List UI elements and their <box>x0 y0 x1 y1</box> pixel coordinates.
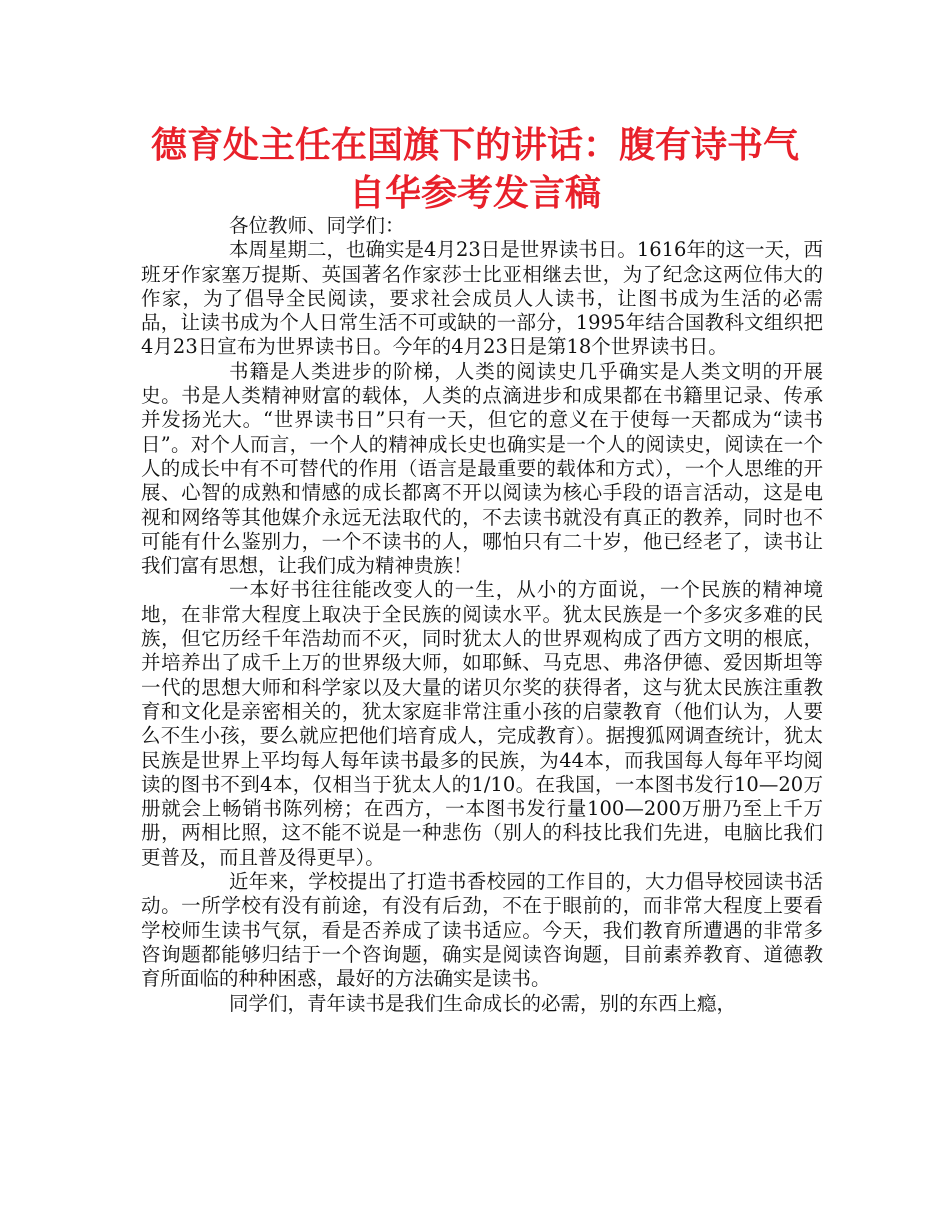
paragraph-4: 近年来，学校提出了打造书香校园的工作目的，大力倡导校园读书活动。一所学校有没有前途，有没有后劲，不在于眼前的，而非常大程度上要看学校师生读书气氛，看是否养成了读书适应。今天，我们教育所遭遇的非常多咨询题都能够归结于一个咨询题，确实是阅读咨询题，目前素养教育、道德教育所面临的种种困惑，最好的方法确实是读书。 <box>141 870 823 991</box>
paragraph-2: 书籍是人类进步的阶梯，人类的阅读史几乎确实是人类文明的开展史。书是人类精神财富的载体，人类的点滴进步和成果都在书籍里记录、传承并发扬光大。“世界读书日”只有一天，但它的意义在于使每一天都成为“读书日”。对个人而言，一个人的精神成长史也确实是一个人的阅读史，阅读在一个人的成长中有不可替代的作用（语言是最重要的载体和方式），一个人思维的开展、心智的成熟和情感的成长都离不开以阅读为核心手段的语言活动，这是电视和网络等其他媒介永远无法取代的，不去读书就没有真正的教养，同时也不可能有什么鉴别力，一个不读书的人，哪怕只有二十岁，他已经老了，读书让我们富有思想，让我们成为精神贵族！ <box>141 359 823 578</box>
title-line-2: 自华参考发言稿 <box>348 173 601 214</box>
document-title <box>140 122 810 218</box>
title-line-1: 德育处主任在国旗下的讲话：腹有诗书气 <box>150 125 799 166</box>
paragraph-3: 一本好书往往能改变人的一生，从小的方面说，一个民族的精神境地，在非常大程度上取决于全民族的阅读水平。犹太民族是一个多灾多难的民族，但它历经千年浩劫而不灭，同时犹太人的世界观构成了西方文明的根底，并培养出了成千上万的世界级大师，如耶稣、马克思、弗洛伊德、爱因斯坦等一代的思想大师和科学家以及大量的诺贝尔奖的获得者，这与犹太民族注重教育和文化是亲密相关的，犹太家庭非常注重小孩的启蒙教育（他们认为，人要么不生小孩，要么就应把他们培育成人，完成教育）。据搜狐网调查统计，犹太民族是世界上平均每人每年读书最多的民族，为44本，而我国每人每年平均阅读的图书不到4本，仅相当于犹太人的1/10。在我国，一本图书发行10—20万册就会上畅销书陈列榜；在西方，一本图书发行量100—200万册乃至上千万册，两相比照，这不能不说是一种悲伤（别人的科技比我们先进，电脑比我们更普及，而且普及得更早）。 <box>141 578 823 869</box>
salutation: 各位教师、同学们： <box>229 214 405 237</box>
paragraph-1: 本周星期二，也确实是4月23日是世界读书日。1616年的这一天，西班牙作家塞万提斯、英国著名作家莎士比亚相继去世，为了纪念这两位伟大的作家，为了倡导全民阅读，要求社会成员人人读书，让图书成为生活的必需品，让读书成为个人日常生活不可或缺的一部分，1995年结合国教科文组织把4月23日宣布为世界读书日。今年的4月23日是第18个世界读书日。 <box>141 238 823 359</box>
paragraph-5: 同学们，青年读书是我们生命成长的必需，别的东西上瘾， <box>229 991 737 1015</box>
document-body <box>141 214 823 1016</box>
